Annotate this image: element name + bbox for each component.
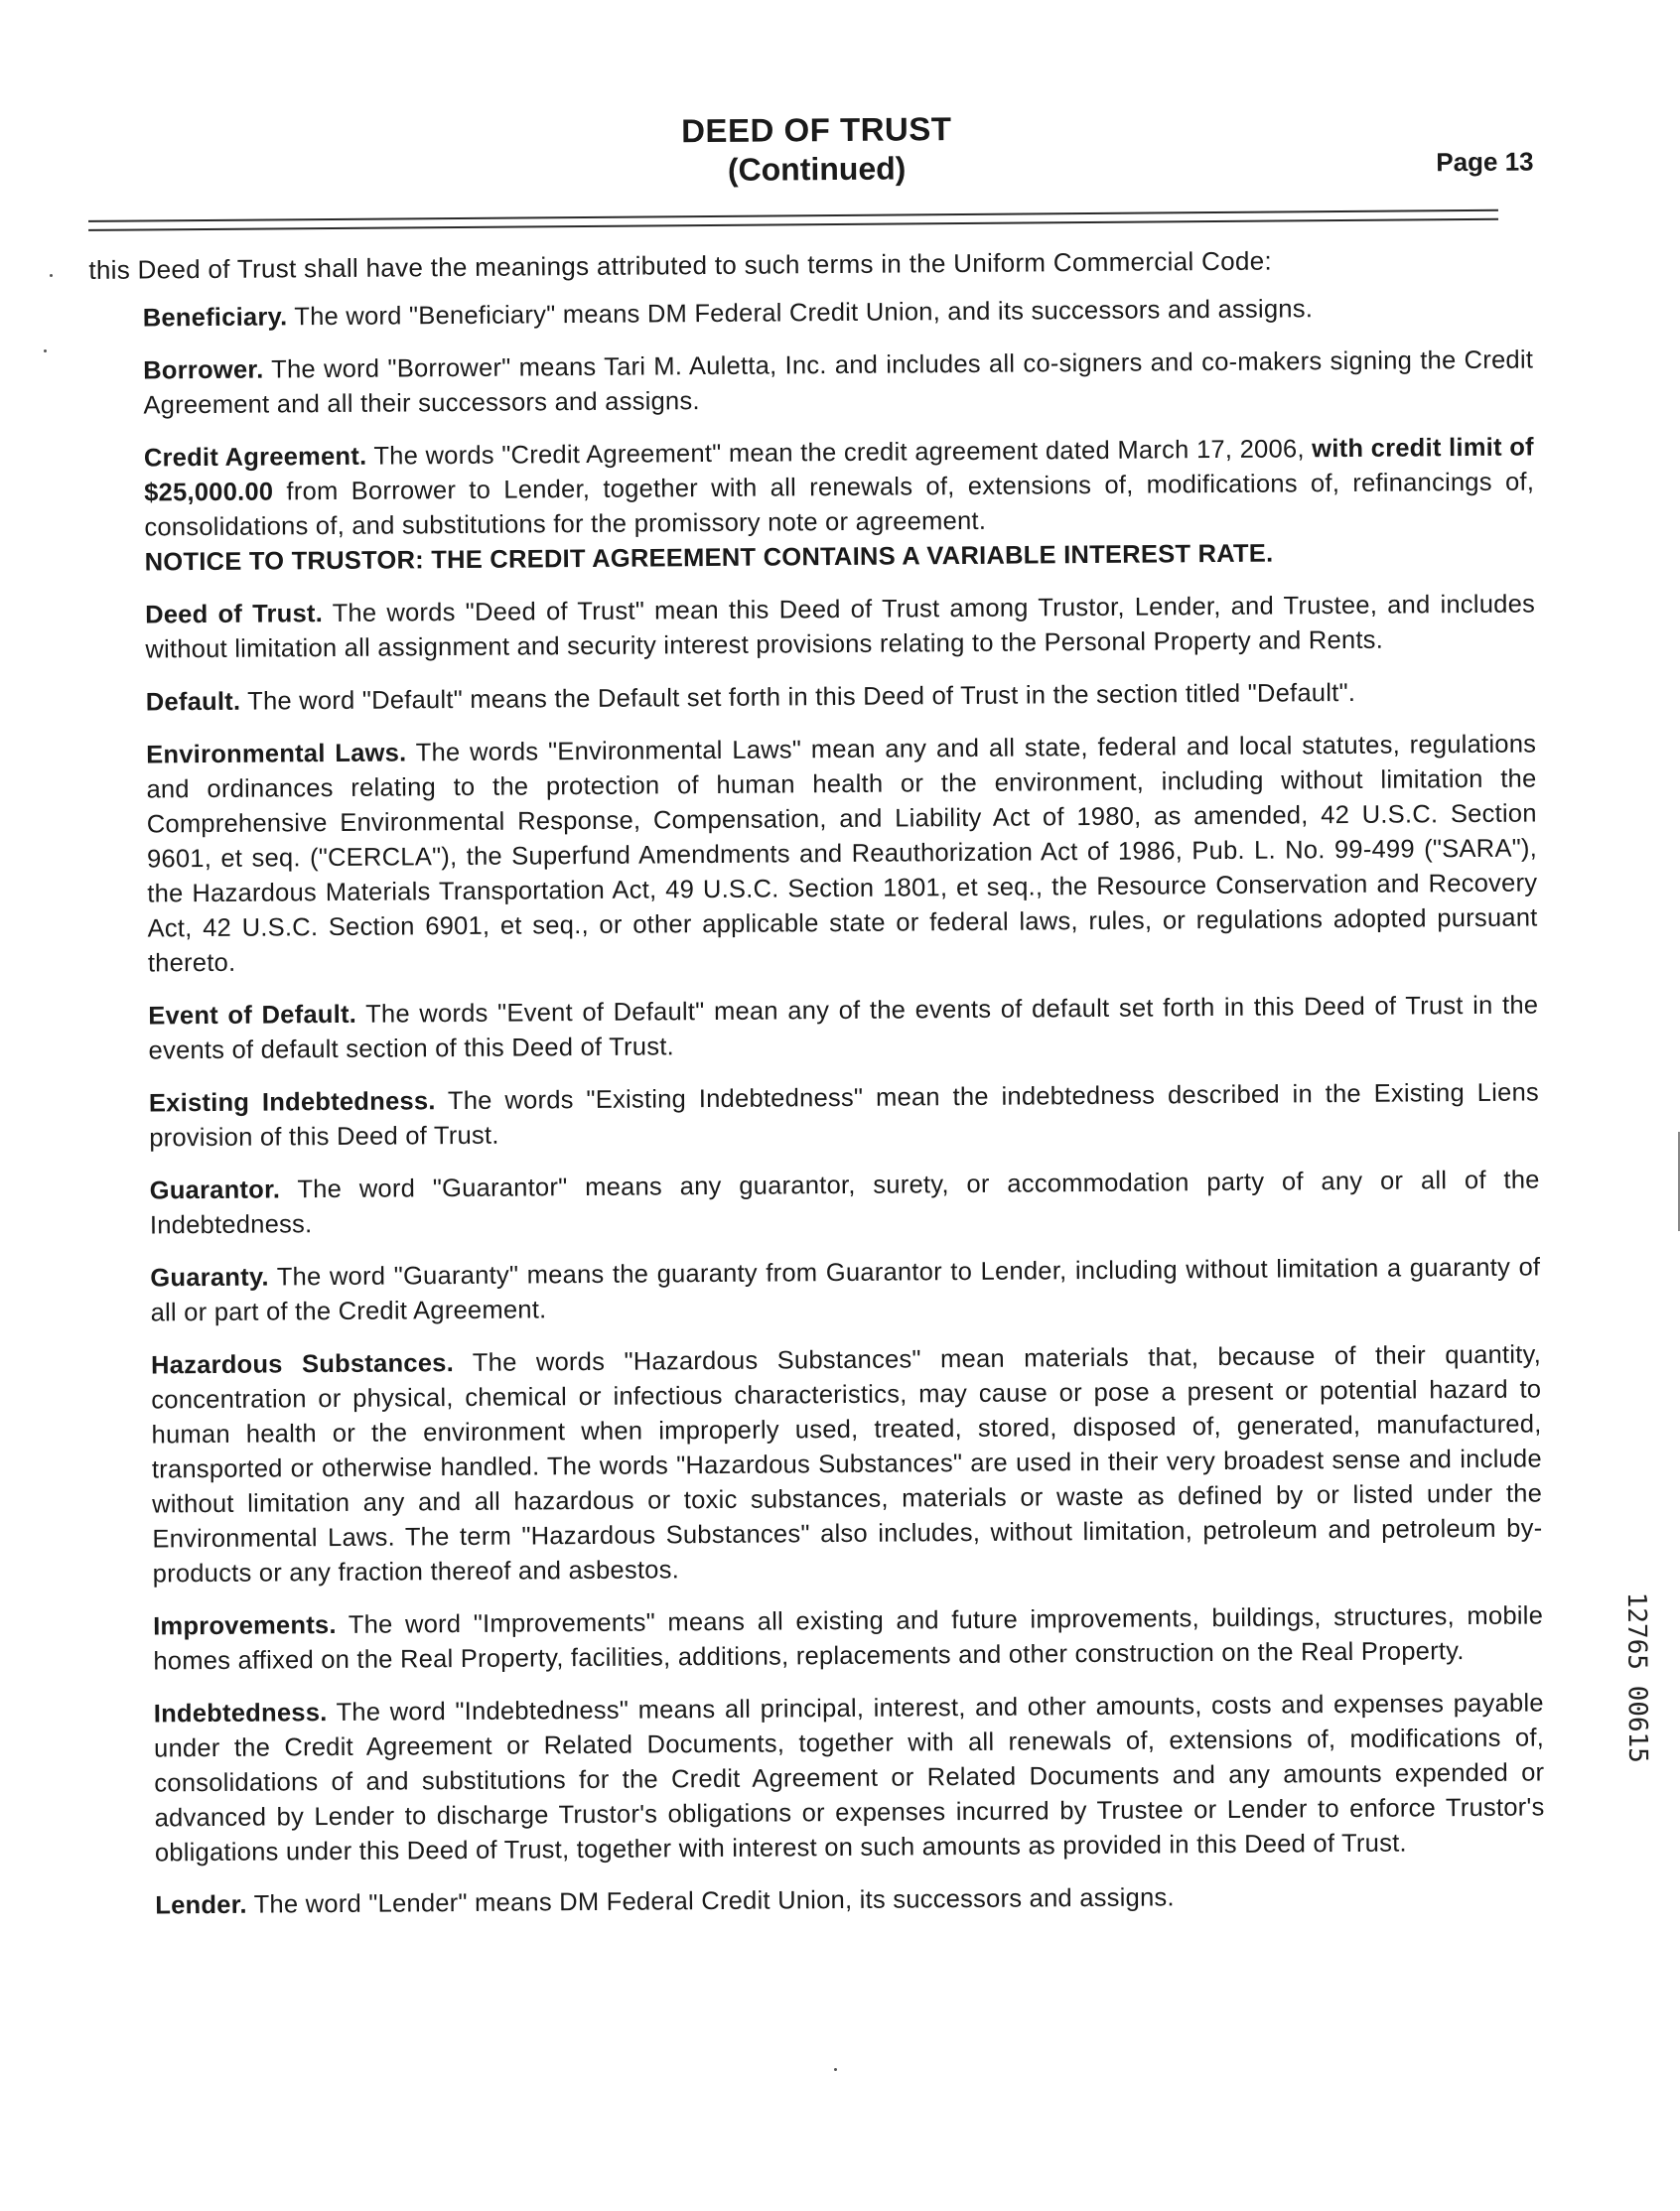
definition-default bbox=[146, 674, 1536, 720]
definition-event-of-default bbox=[148, 988, 1539, 1068]
definition-term: Improvements. bbox=[153, 1611, 337, 1640]
definition-term: Default. bbox=[146, 688, 241, 717]
margin-speck bbox=[44, 349, 47, 352]
definition-term: Indebtedness. bbox=[154, 1699, 328, 1727]
definition-term: Credit Agreement. bbox=[144, 443, 367, 473]
definition-deed-of-trust bbox=[145, 587, 1536, 667]
definition-text: The word "Improvements" means all existing and future improvements, buildings, structures, mobile homes affixed on the Real Property, facilities, additions, replacements and other construction on the Real Property. bbox=[153, 1601, 1543, 1675]
definition-guaranty bbox=[150, 1250, 1541, 1330]
definition-text: The words "Existing Indebtedness" mean the indebtedness described in the Existing Liens provision of this Deed of Trust. bbox=[149, 1078, 1539, 1152]
definition-improvements bbox=[153, 1598, 1544, 1679]
definition-text: The word "Borrower" means Tari M. Auletta, Inc. and includes all co-signers and co-makers signing the Credit Agreement and all their successors and assigns. bbox=[143, 345, 1533, 419]
definition-indebtedness bbox=[154, 1686, 1545, 1870]
definition-credit-agreement bbox=[144, 430, 1535, 580]
definition-text: The words "Environmental Laws" mean any and all state, federal and local statutes, regulations and ordinances relating to the protection of human health or the environment, including without limitation the Comprehensive Environmental Response, Compensation, and Liability Act of 1980, as amended, 42 U.S.C. Section 9601, et seq. ("CERCLA"), the Superfund Amendments and Reauthorization Act of 1986, Pub. L. No. 99-499 ("SARA"), the Hazardous Materials Transportation Act, 49 U.S.C. Section 1801, et seq., the Resource Conservation and Recovery Act, 42 U.S.C. Section 6901, et seq., or other applicable state or federal laws, rules, or regulations adopted pursuant thereto. bbox=[146, 730, 1537, 977]
definition-lender bbox=[155, 1877, 1545, 1923]
definition-term: Deed of Trust. bbox=[145, 600, 323, 628]
definition-term: Existing Indebtedness. bbox=[149, 1087, 436, 1117]
page-number: Page 13 bbox=[1436, 146, 1534, 178]
definition-guarantor bbox=[150, 1163, 1541, 1243]
document-title: DEED OF TRUST bbox=[0, 105, 1640, 156]
variable-rate-notice: NOTICE TO TRUSTOR: THE CREDIT AGREEMENT CONTAINS A VARIABLE INTEREST RATE. bbox=[145, 534, 1535, 580]
credit-limit-text: with credit limit of $25,000.00 bbox=[144, 433, 1534, 506]
definition-term: Hazardous Substances. bbox=[151, 1349, 454, 1379]
margin-speck bbox=[834, 2068, 837, 2071]
definition-term: Environmental Laws. bbox=[146, 739, 406, 768]
margin-speck bbox=[50, 274, 53, 277]
document-body bbox=[88, 240, 1551, 1941]
intro-paragraph: this Deed of Trust shall have the meanings attributed to such terms in the Uniform Commercial Code: bbox=[88, 240, 1538, 287]
definition-text: The word "Lender" means DM Federal Credit Union, its successors and assigns. bbox=[247, 1883, 1175, 1918]
document-subtitle: (Continued) bbox=[0, 145, 1641, 195]
definition-text: The word "Guaranty" means the guaranty from Guarantor to Lender, including without limitation a guaranty of all or part of the Credit Agreement. bbox=[151, 1253, 1541, 1326]
definition-term: Guaranty. bbox=[150, 1264, 269, 1293]
definition-hazardous-substances bbox=[151, 1337, 1543, 1591]
definition-beneficiary bbox=[143, 290, 1533, 336]
definition-term: Beneficiary. bbox=[143, 303, 288, 332]
definition-text: The word "Default" means the Default set forth in this Deed of Trust in the section titled "Default". bbox=[240, 679, 1355, 716]
definition-text-continued: from Borrower to Lender, together with all renewals of, extensions of, modifications of, refinancings of, consolidations of, and substitutions for the promissory note or agreement. bbox=[144, 468, 1534, 541]
recording-stamp-text: 12765 00615 bbox=[1622, 1592, 1651, 1763]
definition-text: The words "Hazardous Substances" mean materials that, because of their quantity, concentration or physical, chemical or infectious characteristics, may cause or pose a present or potential hazard to human health or the environment when improperly used, treated, stored, disposed of, generated, manufactured, transported or otherwise handled. The words "Hazardous Substances" are used in their very broadest sense and include without limitation any and all hazardous or toxic substances, materials or waste as defined by or listed under the Environmental Laws. The term "Hazardous Substances" also includes, without limitation, petroleum and petroleum by-products or any fraction thereof and asbestos. bbox=[151, 1340, 1542, 1588]
definition-term: Borrower. bbox=[143, 356, 264, 385]
definition-text: The words "Event of Default" mean any of the events of default set forth in this Deed of Trust in the events of default section of this Deed of Trust. bbox=[148, 991, 1538, 1064]
definition-existing-indebtedness bbox=[149, 1075, 1540, 1156]
definition-text: The word "Indebtedness" means all principal, interest, and other amounts, costs and expenses payable under the Credit Agreement or Related Documents, together with all renewals of, extensions of, modifications of, consolidations of and substitutions for the Credit Agreement or Related Documents and any amounts expended or advanced by Lender to discharge Trustor's obligations or expenses incurred by Trustee or Lender to enforce Trustor's obligations under this Deed of Trust, together with interest on such amounts as provided in this Deed of Trust. bbox=[154, 1689, 1545, 1866]
definition-term: Guarantor. bbox=[150, 1175, 281, 1204]
definition-borrower bbox=[143, 343, 1534, 423]
definition-term: Lender. bbox=[155, 1891, 247, 1920]
definition-environmental-laws bbox=[146, 727, 1538, 981]
definition-text: The word "Guarantor" means any guarantor, surety, or accommodation party of any or all of the Indebtedness. bbox=[150, 1166, 1540, 1239]
definition-term: Event of Default. bbox=[148, 1001, 356, 1031]
definition-text: The words "Deed of Trust" mean this Deed of Trust among Trustor, Lender, and Trustee, and includes without limitation all assignment and security interest provisions relating to the Personal Property and Rents. bbox=[145, 590, 1535, 663]
definition-text: The word "Beneficiary" means DM Federal Credit Union, and its successors and assigns. bbox=[287, 295, 1313, 331]
definition-text: The words "Credit Agreement" mean the credit agreement dated March 17, 2006, bbox=[366, 435, 1312, 470]
